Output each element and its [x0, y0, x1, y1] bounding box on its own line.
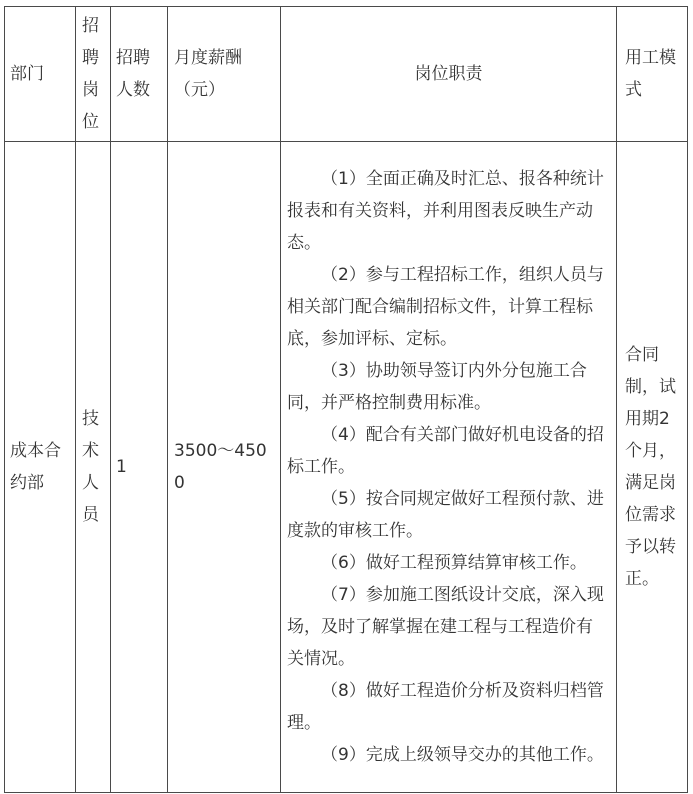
duty-item: （9）完成上级领导交办的其他工作。 — [321, 745, 604, 765]
duty-item: （8）做好工程造价分析及资料归档管理。 — [287, 681, 604, 733]
duty-item: （3）协助领导签订内外分包施工合同，并严格控制费用标准。 — [287, 361, 587, 413]
duty-item: （4）配合有关部门做好机电设备的招标工作。 — [287, 425, 604, 477]
duty-item: （2）参与工程招标工作，组织人员与相关部门配合编制招标文件，计算工程标底，参加评标、定标。 — [287, 265, 604, 349]
header-position: 招聘岗位 — [76, 7, 111, 142]
duty-item: （7）参加施工图纸设计交底，深入现场，及时了解掌握在建工程与工程造价有关情况。 — [287, 585, 604, 669]
duty-item: （5）按合同规定做好工程预付款、进度款的审核工作。 — [287, 489, 604, 541]
cell-headcount: 1 — [111, 142, 168, 793]
header-department: 部门 — [5, 7, 76, 142]
header-headcount: 招聘人数 — [111, 7, 168, 142]
recruitment-table — [4, 6, 688, 793]
cell-duties — [281, 142, 617, 793]
cell-position: 技术人员 — [76, 142, 111, 793]
header-employment-mode: 用工模式 — [617, 7, 688, 142]
cell-employment-mode: 合同制，试用期2个月，满足岗位需求予以转正。 — [617, 142, 688, 793]
table-row — [5, 142, 688, 793]
cell-department: 成本合约部 — [5, 142, 76, 793]
duty-item: （6）做好工程预算结算审核工作。 — [321, 553, 587, 573]
table-header-row — [5, 7, 688, 142]
header-duties: 岗位职责 — [281, 7, 617, 142]
cell-salary: 3500～4500 — [168, 142, 281, 793]
header-salary: 月度薪酬（元） — [168, 7, 281, 142]
duty-item: （1）全面正确及时汇总、报各种统计报表和有关资料，并利用图表反映生产动态。 — [287, 169, 604, 253]
